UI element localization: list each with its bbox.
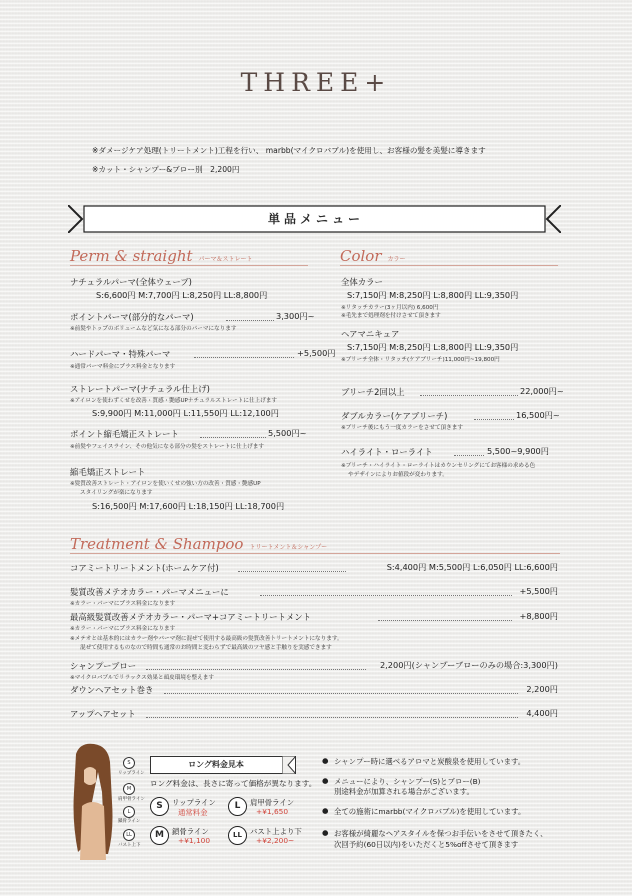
cut-note: ※カット・シャンプー&ブロー別 2,200円 xyxy=(92,165,240,174)
color-item-name: 全体カラー xyxy=(341,277,383,287)
treatment-item-price: S:4,400円 M:5,500円 L:6,050円 LL:6,600円 xyxy=(386,562,558,572)
color-item-name: ダブルカラー(ケアブリーチ) xyxy=(341,411,448,421)
perm-price-line: S:6,600円 M:7,700円 L:8,250円 LL:8,800円 xyxy=(96,290,268,300)
leader-dots xyxy=(226,320,274,321)
perm-price-line: S:9,900円 M:11,000円 L:11,550円 LL:12,100円 xyxy=(92,408,279,418)
color-item-price: 5,500~9,900円 xyxy=(487,446,549,456)
treatment-item-note: ※マイクロバブルでリラックス効果と頭皮環境を整えます xyxy=(70,675,214,681)
bullet-dot: ● xyxy=(322,776,329,785)
perm-item-name: ハードパーマ・特殊パーマ xyxy=(70,349,171,359)
color-rule xyxy=(340,265,558,266)
treatment-item-name: 髪質改善メテオカラー・パーマメニューに xyxy=(70,587,229,597)
perm-item-price: +5,500円 xyxy=(297,348,336,358)
length-badge: S xyxy=(123,757,135,769)
perm-item-note: ※前髪やフェイスライン、その他気になる部分の髪をストレートに仕上げます xyxy=(70,444,264,450)
color-item-note: ※ブリーチ全体・リタッチ(ケアブリーチ)11,000円~19,800円 xyxy=(341,357,500,363)
perm-item-note: ※髪質改善ストレート・アイロンを使いくせの強い方の改善・質感・艶感UP xyxy=(70,481,261,487)
info-bullet: お客様が綺麗なヘアスタイルを保つお手伝いをさせて頂きたく、 xyxy=(334,829,548,838)
color-item-note: ※毛先まで処理剤を付けさせて頂きます xyxy=(341,313,441,319)
treatment-item-note: ※カラー・パーマにプラス料金になります xyxy=(70,626,176,632)
treatment-item-name: シャンプーブロー xyxy=(70,661,137,671)
color-item-note: やデザインによりお値段が変わります。 xyxy=(348,472,448,478)
tier-label: 肩甲骨ライン xyxy=(250,798,295,807)
perm-item-name: 縮毛矯正ストレート xyxy=(70,467,146,477)
perm-price-line: S:16,500円 M:17,600円 L:18,150円 LL:18,700円 xyxy=(92,501,285,511)
perm-item-name: ナチュラルパーマ(全体ウェーブ) xyxy=(70,277,192,287)
perm-item-note: ※前髪やトップのボリュームなど気になる部分のパーマになります xyxy=(70,326,237,332)
long-hair-illustration xyxy=(68,742,118,860)
color-item-price: 22,000円~ xyxy=(520,386,564,396)
tier-price: +¥2,200~ xyxy=(256,836,295,845)
leader-dots xyxy=(194,357,294,358)
color-item-note: ※ブリーチ・ハイライト・ローライトはカウンセリングにてお客様の求める色 xyxy=(341,463,536,469)
color-price-line: S:7,150円 M:8,250円 L:8,800円 LL:9,350円 xyxy=(347,290,519,300)
tier-price: 通常料金 xyxy=(178,808,208,817)
bullet-dot: ● xyxy=(322,828,329,837)
bullet-dot: ● xyxy=(322,806,329,815)
length-badge: M xyxy=(123,783,135,795)
long-price-title: ロング料金見本 xyxy=(188,760,244,769)
treatment-item-note: ※メテオとは基本的にはカラー剤やパーマ剤に混ぜて使用する最高級の髪質改善トリートメントになります。 xyxy=(70,636,343,642)
length-caption: 鎖骨ライン xyxy=(118,819,141,824)
perm-item-name: ポイントパーマ(部分的なパーマ) xyxy=(70,312,194,322)
long-price-desc: ロング料金は、長さに寄って価格が異なります。 xyxy=(150,779,317,788)
treatment-item-price: +8,800円 xyxy=(519,611,558,621)
info-bullet: 次回予約(60日以内)をいただくと5%offさせて頂きます xyxy=(334,840,519,849)
leader-dots xyxy=(200,437,266,438)
tier-badge: S xyxy=(150,797,169,816)
length-badge: LL xyxy=(123,829,135,841)
tier-badge: M xyxy=(150,826,169,845)
treatment-item-price: 2,200円 xyxy=(526,684,558,694)
info-bullet: シャンプー時に選べるアロマと炭酸泉を使用しています。 xyxy=(334,757,526,766)
leader-dots xyxy=(454,455,484,456)
perm-rule xyxy=(70,265,308,266)
leader-dots xyxy=(420,395,518,396)
tier-label: バスト上より下 xyxy=(250,827,302,836)
color-item-name: ハイライト・ローライト xyxy=(341,447,433,457)
brand-logo: THREE+ xyxy=(240,68,392,97)
length-caption: 肩甲骨ライン xyxy=(118,797,145,802)
length-badge: L xyxy=(123,806,135,818)
treatment-item-price: +5,500円 xyxy=(519,586,558,596)
perm-section-title: Perm & straight パーマ＆ストレート xyxy=(70,247,253,265)
leader-dots xyxy=(238,571,346,572)
color-item-note: ※リタッチカラー(3ヶ月以内) 6,600円 xyxy=(341,305,439,311)
color-item-name: ヘアマニキュア xyxy=(341,329,400,339)
treatment-item-price: 4,400円 xyxy=(526,708,558,718)
color-section-title: Color カラー xyxy=(340,247,406,265)
info-bullet: メニューにより、シャンプー(S)とブロー(B) xyxy=(334,777,481,786)
leader-dots xyxy=(474,419,514,420)
care-note: ※ダメージケア処理(トリートメント)工程を行い、 marbb(マイクロバブル)を使用し、お客様の髪を美髪に導きます xyxy=(92,146,486,155)
color-item-price: 16,500円~ xyxy=(516,410,560,420)
perm-item-name: ポイント縮毛矯正ストレート xyxy=(70,429,179,439)
perm-item-price: 3,300円~ xyxy=(276,311,315,321)
treatment-item-note: ※カラー・パーマにプラス料金になります xyxy=(70,601,176,607)
tier-price: +¥1,650 xyxy=(256,807,289,816)
color-price-line: S:7,150円 M:8,250円 L:8,800円 LL:9,350円 xyxy=(347,342,519,352)
perm-item-price: 5,500円~ xyxy=(268,428,307,438)
treatment-item-price: 2,200円(シャンプーブローのみの場合:3,300円) xyxy=(379,660,558,670)
tier-price: +¥1,100 xyxy=(178,836,211,845)
treatment-item-name: ダウンヘアセット巻き xyxy=(70,685,154,695)
leader-dots xyxy=(146,669,366,670)
perm-item-note: ※アイロンを使わずくせを改善・質感・艶感UPナチュラルストレートに仕上げます xyxy=(70,398,277,404)
treatment-item-name: アップヘアセット xyxy=(70,709,136,719)
ribbon-notch xyxy=(282,756,296,774)
menu-title: 単品メニュー xyxy=(267,212,364,226)
treatment-section-title: Treatment & Shampoo トリートメント＆シャンプー xyxy=(70,535,328,553)
perm-item-note: スタイリングが楽になります xyxy=(80,490,153,496)
perm-item-name: ストレートパーマ(ナチュラル仕上げ) xyxy=(70,384,210,394)
color-item-name: ブリーチ2回以上 xyxy=(341,387,405,397)
tier-label: 鎖骨ライン xyxy=(172,827,209,836)
length-caption: バスト上下 xyxy=(118,843,141,848)
tier-badge: LL xyxy=(228,826,247,845)
treatment-rule xyxy=(70,553,560,554)
bullet-dot: ● xyxy=(322,756,329,765)
length-caption: リップライン xyxy=(118,771,145,776)
treatment-item-note: 混ぜて使用するものなので時間も通常のお時間と変わらずで最高級のツヤ感と手触りを実感できます xyxy=(80,645,332,651)
perm-item-note: ※通常パーマ料金にプラス料金となります xyxy=(70,364,176,370)
info-bullet: 全ての施術にmarbb(マイクロバブル)を使用しています。 xyxy=(334,807,526,816)
info-bullet: 別途料金が加算される場合がございます。 xyxy=(334,787,474,796)
treatment-item-name: コアミートリートメント(ホームケア付) xyxy=(70,563,219,573)
tier-badge: L xyxy=(228,797,247,816)
tier-label: リップライン xyxy=(172,798,216,807)
treatment-item-name: 最高級髪質改善メテオカラー・パーマ+コアミートリートメント xyxy=(70,612,312,622)
color-item-note: ※ブリーチ後にもう一度カラーをさせて頂きます xyxy=(341,425,463,431)
